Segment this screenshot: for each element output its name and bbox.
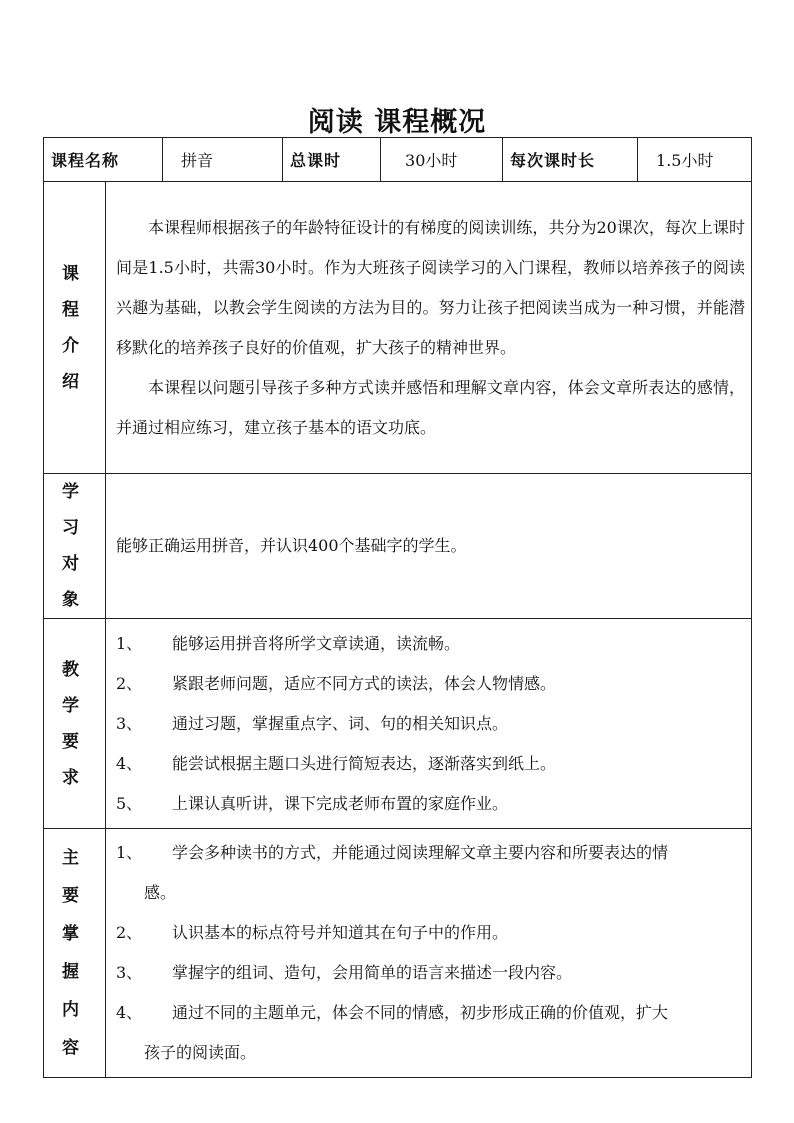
intro-label: [44, 182, 106, 474]
list-item: [106, 953, 751, 993]
item-number: 1、: [116, 633, 143, 653]
teaching-label: [44, 619, 106, 829]
item-text: 紧跟老师问题，适应不同方式的读法，体会人物情感。: [172, 673, 557, 693]
intro-row: [44, 182, 752, 474]
item-text: 掌握字的组词、造句，会用简单的语言来描述一段内容。: [172, 963, 573, 982]
item-continuation: 感。: [144, 883, 177, 902]
target-label: [44, 474, 106, 619]
item-number: 5、: [116, 793, 143, 813]
item-text: 能够运用拼音将所学文章读通，读流畅。: [172, 633, 461, 653]
list-item: [106, 913, 751, 953]
mastery-label: [44, 829, 106, 1078]
intro-label-line-1: 课 程: [62, 263, 87, 320]
intro-paragraph-2: 本课程以问题引导孩子多种方式读并感悟和理解文章内容，体会文章所表达的感情，并通过相应练习，建立孩子基本的语文功底。: [116, 377, 746, 437]
item-text: 认识基本的标点符号并知道其在句子中的作用。: [172, 923, 509, 942]
item-text: 学会多种读书的方式，并能通过阅读理解文章主要内容和所要表达的情: [172, 843, 669, 862]
total-hours-label: 总课时: [283, 138, 381, 182]
item-text: 能尝试根据主题口头进行简短表达，逐渐落实到纸上。: [172, 753, 557, 773]
mastery-label-line-1: 主 要: [62, 848, 87, 906]
header-row: [44, 138, 752, 182]
teaching-row: [44, 619, 752, 829]
item-number: 3、: [116, 713, 143, 733]
item-continuation: 孩子的阅读面。: [144, 1043, 257, 1062]
item-text: 通过习题，掌握重点字、词、句的相关知识点。: [172, 713, 509, 733]
item-number: 1、: [116, 843, 143, 862]
course-name-value: 拼音: [163, 138, 283, 182]
intro-content: [106, 182, 752, 474]
session-length-value: 1.5小时: [638, 138, 752, 182]
item-text: 上课认真听讲，课下完成老师布置的家庭作业。: [172, 793, 509, 813]
total-hours-value: 30小时: [381, 138, 503, 182]
target-row: [44, 474, 752, 619]
intro-label-line-2: 介 绍: [62, 335, 87, 392]
intro-paragraph-1: 本课程师根据孩子的年龄特征设计的有梯度的阅读训练，共分为20课次，每次上课时间是1.5小时，共需30小时。作为大班孩子阅读学习的入门课程，教师以培养孩子的阅读兴趣为基础，以教会学生阅读的方法为目的。努力让孩子把阅读当成为一种习惯，并能潜移默化的培养孩子良好的价值观，扩大孩子的精神世界。: [116, 217, 746, 357]
session-length-label: 每次课时长: [503, 138, 638, 182]
mastery-label-line-2: 掌 握: [62, 924, 87, 982]
list-item: [106, 664, 751, 704]
item-number: 2、: [116, 673, 143, 693]
list-item: [106, 704, 751, 744]
course-overview-table: [43, 137, 752, 1078]
mastery-row: [44, 829, 752, 1078]
teaching-list: [106, 619, 752, 829]
teaching-label-line-2: 要 求: [62, 731, 87, 788]
list-item: [106, 744, 751, 784]
document-title: 阅读 课程概况: [307, 107, 487, 138]
teaching-label-line-1: 教 学: [62, 659, 87, 716]
item-number: 4、: [116, 753, 143, 773]
course-name-label: 课程名称: [44, 138, 163, 182]
list-item: [106, 624, 751, 664]
list-item: [106, 784, 751, 824]
item-number: 2、: [116, 923, 143, 942]
mastery-label-line-3: 内 容: [62, 1000, 87, 1058]
list-item: [106, 833, 751, 873]
target-label-line-1: 学 习: [62, 482, 87, 538]
list-item: [106, 993, 751, 1033]
mastery-list: [106, 829, 752, 1078]
target-label-line-2: 对 象: [62, 554, 87, 610]
item-text: 通过不同的主题单元，体会不同的情感，初步形成正确的价值观，扩大: [172, 1003, 669, 1022]
item-number: 3、: [116, 963, 143, 982]
item-number: 4、: [116, 1003, 143, 1022]
target-text: 能够正确运用拼音，并认识400个基础字的学生。: [106, 474, 752, 619]
